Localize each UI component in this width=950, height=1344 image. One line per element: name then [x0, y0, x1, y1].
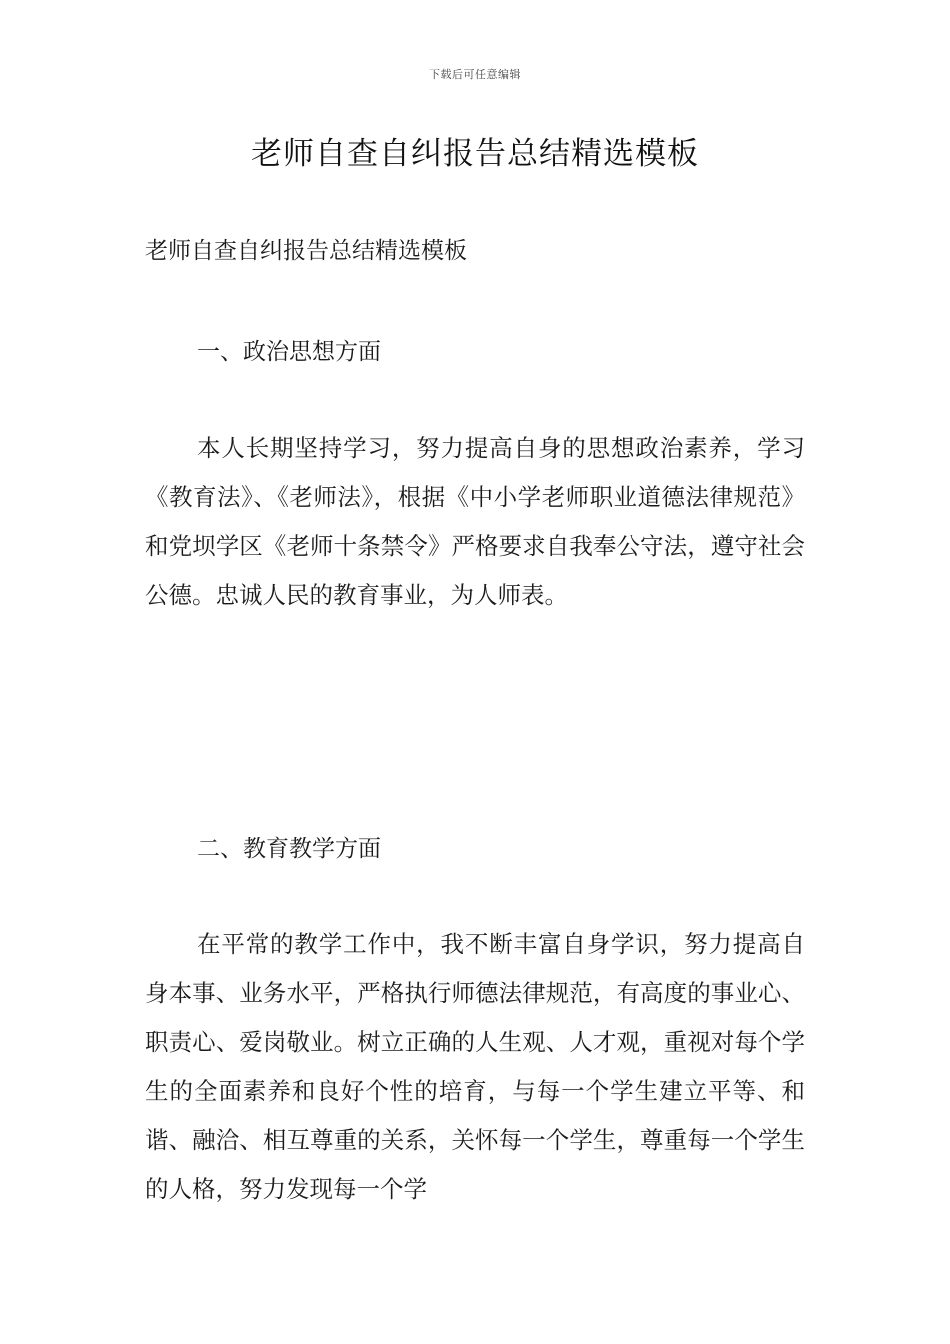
section-paragraph-political: 本人长期坚持学习，努力提高自身的思想政治素养，学习《教育法》、《老师法》，根据《中小学老师职业道德法律规范》和党坝学区《老师十条禁令》严格要求自我奉公守法，遵守社会公德。忠诚人民的教育事业，为人师表。 — [145, 434, 805, 609]
section-heading-teaching: 二、教育教学方面 — [197, 836, 381, 862]
header-note: 下载后可任意编辑 — [429, 68, 521, 81]
document-subtitle: 老师自查自纠报告总结精选模板 — [145, 238, 467, 264]
document-title: 老师自查自纠报告总结精选模板 — [251, 136, 699, 172]
section-paragraph-teaching: 在平常的教学工作中，我不断丰富自身学识，努力提高自身本事、业务水平，严格执行师德法律规范，有高度的事业心、职责心、爱岗敬业。树立正确的人生观、人才观，重视对每个学生的全面素养和良好个性的培育，与每一个学生建立平等、和谐、融洽、相互尊重的关系，关怀每一个学生，尊重每一个学生的人格，努力发现每一个学 — [145, 930, 805, 1203]
section-heading-political: 一、政治思想方面 — [197, 339, 381, 365]
